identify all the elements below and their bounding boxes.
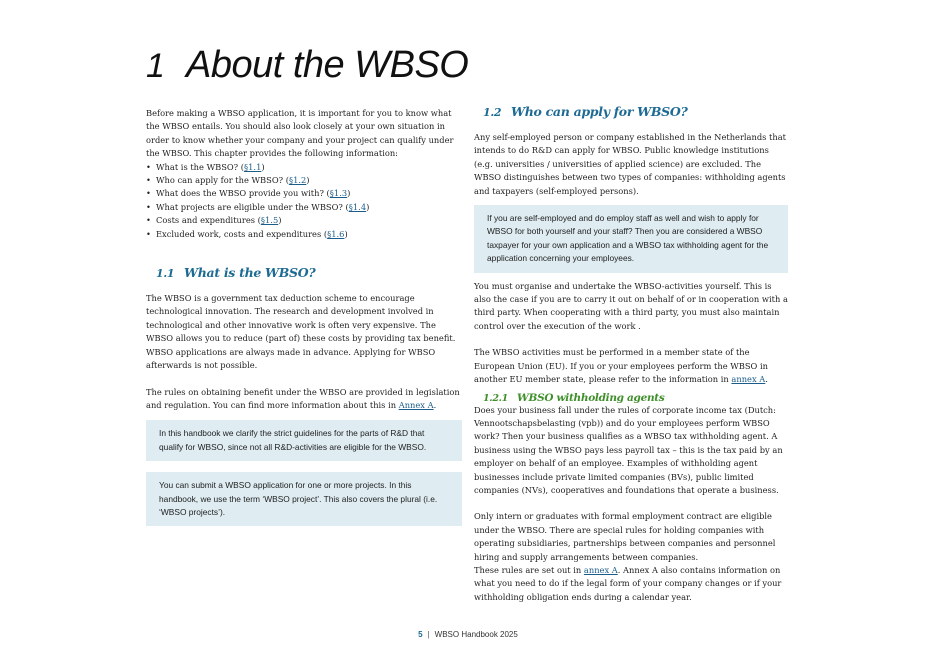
section-heading-1-2-1	[483, 392, 788, 404]
section-heading-1-2	[483, 104, 788, 119]
section-title: Who can apply for WBSO?	[511, 104, 688, 119]
section-1-2-paragraph-2: You must organise and undertake the WBSO-activities yourself. This is also the case if you are to carry it out on behalf of or in cooperation with a third party. When cooperating with a third party, you must also maintain control over the execution of the work .	[474, 280, 788, 331]
info-box: If you are self-employed and do employ staff as well and wish to apply for WBSO for both yourself and your staff? Then you are considered a WBSO taxpayer for your own application and a WBSO tax withholding agent for the application concerning your employees.	[474, 205, 788, 273]
footer-separator: |	[427, 630, 430, 639]
section-link[interactable]: §1.1	[244, 161, 262, 172]
section-1-1-paragraph-1: The WBSO is a government tax deduction scheme to encourage technological innovation. The research and development involved in technological and other innovative work is often very expensive. The WBSO allows you to reduce (part of) these costs by providing tax benefit. WBSO applications are always made in advance. Applying for WBSO afterwards is not possible.	[146, 293, 456, 371]
page-footer	[0, 630, 936, 639]
info-box: In this handbook we clarify the strict guidelines for the parts of R&D that qualify for WBSO, since not all R&D-activities are eligible for the WBSO.	[146, 420, 462, 461]
left-column	[146, 107, 462, 526]
section-1-2-paragraph-1: Any self-employed person or company established in the Netherlands that intends to do R&D can apply for WBSO. Public knowledge institutions (e.g. universities / universities of applied science) are excluded. The WBSO distinguishes between two types of companies: withholding agents and taxpayers (self-employed persons).	[474, 132, 787, 196]
section-1-2-1-paragraph-2: Only intern or graduates with formal employment contract are eligible under the WBSO. There are special rules for holding companies with operating subsidiaries, partnerships between companies and personnel hiring and supply arrangements between companies.	[474, 511, 776, 562]
section-1-2-1-paragraph-1: Does your business fall under the rules of corporate income tax (Dutch: Vennootschapsbelasting (vpb)) and do your employees perform WBSO work? Then your business qualifies as a WBSO tax withholding agent. A business using the WBSO pays less payroll tax – this is the tax paid by an employer on behalf of an employee. Examples of withholding agent businesses include private limited companies (BVs), public limited companies (NVs), cooperatives and foundations that operate a business.	[474, 404, 783, 495]
section-1-1-paragraph-2: The rules on obtaining benefit under the WBSO are provided in legislation and regulation. You can find more information about this in Annex A.	[146, 386, 460, 410]
section-title: What is the WBSO?	[184, 265, 316, 281]
section-1-2-paragraph-3: The WBSO activities must be performed in a member state of the European Union (EU). If you or your employees perform the WBSO in another EU member state, please refer to the information in annex A.	[474, 347, 768, 385]
section-link[interactable]: §1.2	[288, 175, 307, 186]
footer-title: WBSO Handbook 2025	[434, 630, 518, 639]
list-item: • Costs and expenditures (§1.5)	[146, 214, 462, 227]
section-link[interactable]: §1.3	[329, 188, 348, 199]
annex-a-link[interactable]: annex A	[731, 374, 766, 385]
list-item: • Excluded work, costs and expenditures (§1.6)	[146, 228, 462, 241]
section-number: 1.2.1	[483, 392, 508, 404]
annex-a-link[interactable]: Annex A	[398, 399, 434, 410]
page-number: 5	[418, 630, 423, 639]
chapter-number: 1	[146, 47, 165, 85]
list-item: • What is the WBSO? (§1.1)	[146, 161, 462, 174]
chapter-title-text: About the WBSO	[186, 44, 469, 86]
section-title: WBSO withholding agents	[517, 391, 665, 404]
chapter-title	[146, 44, 468, 87]
list-item: • What projects are eligible under the WBSO? (§1.4)	[146, 201, 462, 214]
section-heading-1-1	[156, 265, 462, 280]
annex-a-link[interactable]: annex A	[583, 564, 618, 575]
section-link[interactable]: §1.6	[327, 228, 345, 239]
intro-paragraph: Before making a WBSO application, it is important for you to know what the WBSO entails. You should also look closely at your own situation in order to know whether your company and your project can qualify under the WBSO. This chapter provides the following information:	[146, 108, 454, 159]
section-link[interactable]: §1.5	[260, 215, 279, 226]
list-item: • What does the WBSO provide you with? (§1.3)	[146, 187, 462, 200]
chapter-contents-list	[146, 161, 462, 241]
section-link[interactable]: §1.4	[348, 201, 367, 212]
section-1-2-1-paragraph-3: These rules are set out in annex A. Annex A also contains information on what you need to do if the legal form of your company changes or if your withholding obligation ends during a calendar year.	[474, 564, 782, 602]
right-column	[474, 104, 788, 604]
list-item: • Who can apply for the WBSO? (§1.2)	[146, 174, 462, 187]
section-number: 1.1	[156, 267, 175, 281]
section-number: 1.2	[483, 106, 502, 119]
info-box: You can submit a WBSO application for one or more projects. In this handbook, we use the term ‘WBSO project’. This also covers the plural (i.e. ‘WBSO projects’).	[146, 472, 462, 526]
